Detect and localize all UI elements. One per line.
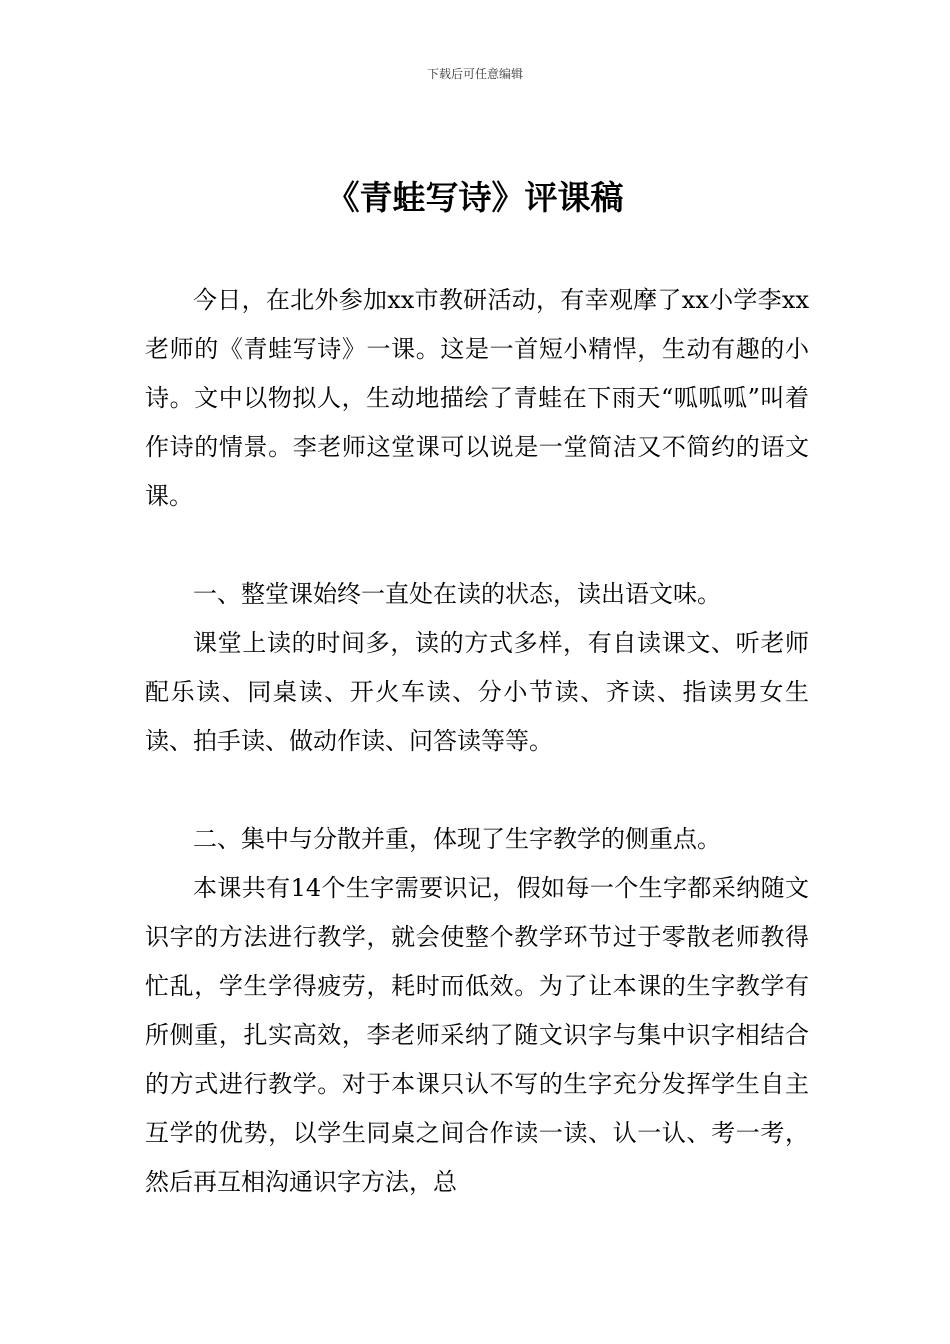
section-heading-1: 一、整堂课始终一直处在读的状态，读出语文味。: [193, 580, 721, 608]
document-body: [145, 276, 809, 1207]
section-2-paragraph: 本课共有14个生字需要识记，假如每一个生字都采纳随文识字的方法进行教学，就会使整个教学环节过于零散老师教得忙乱，学生学得疲劳，耗时而低效。为了让本课的生字教学有所侧重，扎实高效，李老师采纳了随文识字与集中识字相结合的方式进行教学。对于本课只认不写的生字充分发挥学生自主互学的优势，以学生同桌之间合作读一读、认一认、考一考，然后再互相沟通识字方法，总: [145, 874, 809, 1196]
paragraph-spacer: [145, 521, 809, 570]
document-title: 《青蛙写诗》评课稿: [326, 178, 624, 217]
intro-paragraph: 今日，在北外参加xx市教研活动，有幸观摩了xx小学李xx老师的《青蛙写诗》一课。这是一首短小精悍，生动有趣的小诗。文中以物拟人，生动地描绘了青蛙在下雨天“呱呱呱”叫着作诗的情景。李老师这堂课可以说是一堂简洁又不简约的语文课。: [145, 286, 809, 510]
page-header-note: 下载后可任意编辑: [426, 67, 523, 81]
paragraph-spacer: [145, 766, 809, 815]
section-1-paragraph: 课堂上读的时间多，读的方式多样，有自读课文、听老师配乐读、同桌读、开火车读、分小节读、齐读、指读男女生读、拍手读、做动作读、问答读等等。: [145, 629, 809, 755]
section-heading-2: 二、集中与分散并重，体现了生字教学的侧重点。: [193, 825, 721, 853]
